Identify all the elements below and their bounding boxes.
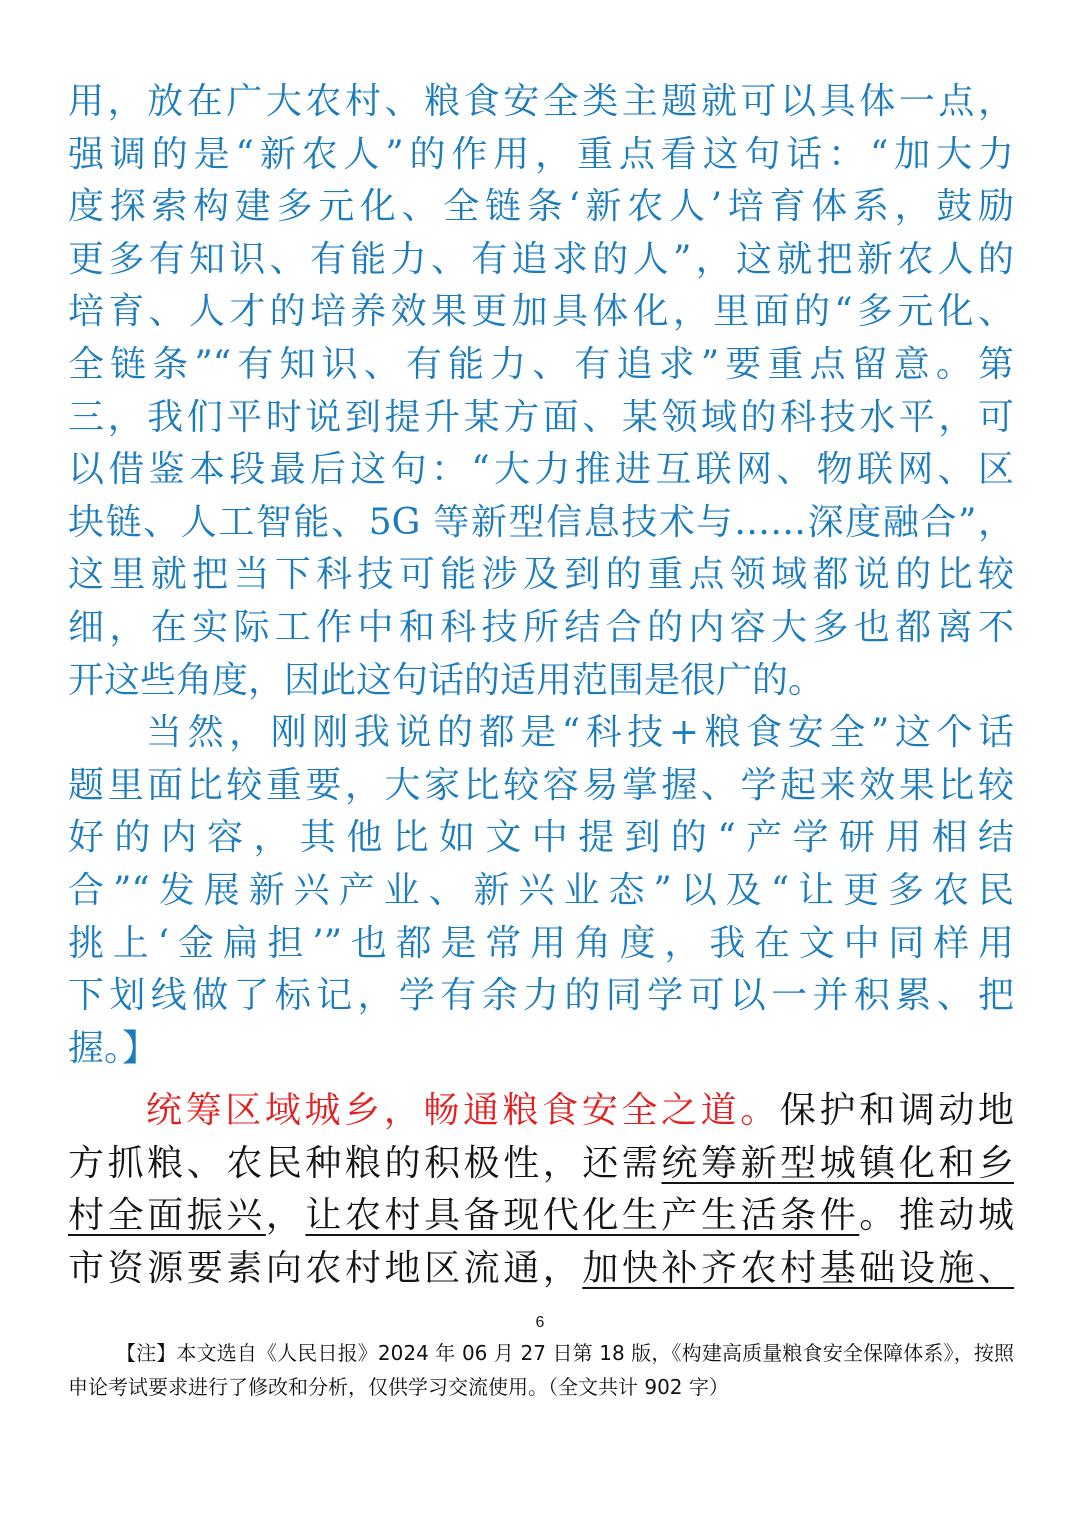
underlined-text: 统筹新型城镇化和乡	[661, 1142, 1014, 1184]
commentary-line: 好的内容，其他比如文中提到的“产学研用相结	[68, 817, 1014, 859]
commentary-line: 细，在实际工作中和科技所结合的内容大多也都离不	[68, 606, 1014, 648]
commentary-line: 更多有知识、有能力、有追求的人”，这就把新农人的	[68, 238, 1014, 280]
paragraph-line	[68, 1138, 1014, 1191]
underlined-text: 村全面振兴	[68, 1195, 266, 1237]
commentary-line: 握。】	[68, 1027, 159, 1069]
commentary-line: 这里就把当下科技可能涉及到的重点领域都说的比较	[68, 554, 1014, 596]
commentary-line: 挑上‘金扁担’”也都是常用角度，我在文中同样用	[68, 922, 1014, 964]
commentary-line: 度探索构建多元化、全链条‘新农人’培育体系，鼓励	[68, 186, 1014, 228]
paragraph-line	[68, 1243, 1014, 1296]
commentary-line: 用，放在广大农村、粮食安全类主题就可以具体一点，	[68, 81, 1014, 122]
body-text: 。推动城	[859, 1195, 1014, 1237]
commentary-line: 下划线做了标记，学有余力的同学可以一并积累、把	[68, 975, 1014, 1017]
commentary-line: 全链条”“有知识、有能力、有追求”要重点留意。第	[68, 343, 1014, 385]
paragraph-line	[68, 1085, 1014, 1138]
section-heading: 统筹区域城乡，畅通粮食安全之道。	[146, 1090, 780, 1132]
body-text: ，	[265, 1195, 306, 1237]
commentary-line: 题里面比较重要，大家比较容易掌握、学起来效果比较	[68, 764, 1014, 806]
commentary-line: 开这些角度，因此这句话的适用范围是很广的。	[68, 659, 825, 701]
page-number: 6	[535, 1314, 545, 1331]
footnote: 【注】本文选自《人民日报》2024 年 06 月 27 日第 18 版，《构建高质量粮食安全保障体系》，按照申论考试要求进行了修改和分析，仅供学习交流使用。（全文共计 902 字）	[68, 1341, 1014, 1399]
commentary-line: 块链、人工智能、5G 等新型信息技术与……深度融合”，	[68, 501, 1014, 543]
commentary-line: 培育、人才的培养效果更加具体化，里面的“多元化、	[68, 291, 1014, 333]
underlined-text: 加快补齐农村基础设施、	[582, 1248, 1014, 1290]
text-block	[68, 76, 1014, 1296]
commentary-line: 合”“发展新兴产业、新兴业态”以及“让更多农民	[68, 869, 1014, 911]
commentary-line: 三，我们平时说到提升某方面、某领域的科技水平，可	[68, 396, 1014, 438]
underlined-text: 让农村具备现代化生产生活条件	[305, 1195, 860, 1237]
paragraph-line	[68, 1190, 1014, 1243]
commentary-line: 以借鉴本段最后这句：“大力推进互联网、物联网、区	[68, 449, 1014, 491]
body-text: 保护和调动地	[779, 1090, 1014, 1132]
commentary-line: 当然，刚刚我说的都是“科技+粮食安全”这个话	[146, 712, 1014, 754]
body-text: 市资源要素向农村地区流通，	[68, 1248, 583, 1290]
body-text: 方抓粮、农民种粮的积极性，还需	[68, 1142, 662, 1184]
commentary-line: 强调的是“新农人”的作用，重点看这句话：“加大力	[68, 133, 1014, 175]
